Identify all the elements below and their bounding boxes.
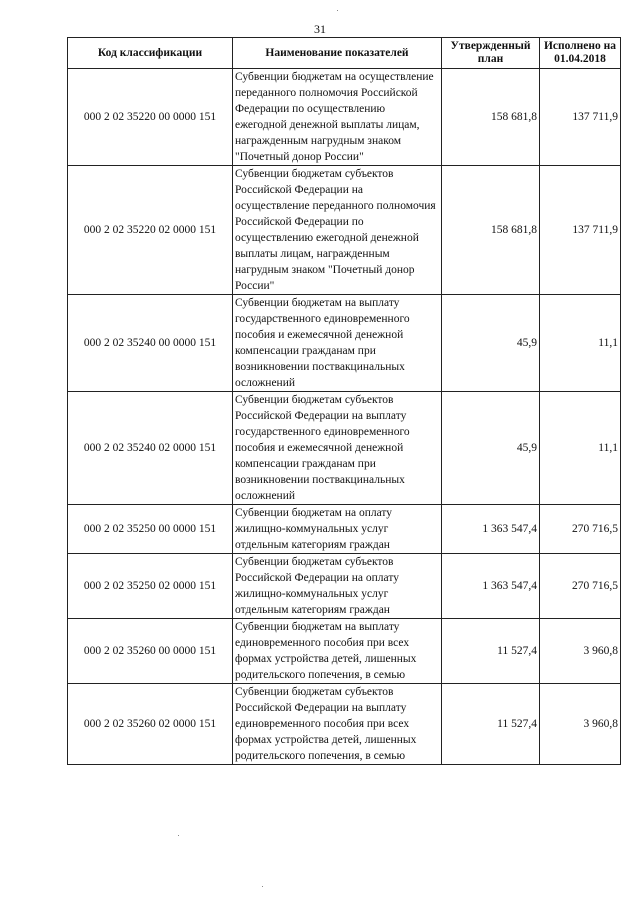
table-row [68, 166, 621, 295]
table-body [68, 69, 621, 765]
cell-name: Субвенции бюджетам субъектов Российской Федерации на оплату жилищно-коммунальных услуг отдельным категориям граждан [233, 554, 442, 619]
cell-code: 000 2 02 35240 02 0000 151 [68, 392, 233, 505]
header-approved: Утвержденный план [442, 38, 540, 69]
budget-table [67, 37, 621, 765]
cell-approved: 45,9 [442, 392, 540, 505]
cell-approved: 45,9 [442, 295, 540, 392]
cell-name: Субвенции бюджетам на выплату государственного единовременного пособия и ежемесячной денежной компенсации гражданам при возникновении поствакцинальных осложнений [233, 295, 442, 392]
cell-approved: 1 363 547,4 [442, 554, 540, 619]
header-executed: Исполнено на 01.04.2018 [540, 38, 621, 69]
cell-name: Субвенции бюджетам на осуществление переданного полномочия Российской Федерации по осуществлению ежегодной денежной выплаты лицам, награжденным нагрудным знаком "Почетный донор России" [233, 69, 442, 166]
cell-approved: 158 681,8 [442, 166, 540, 295]
cell-executed: 270 716,5 [540, 505, 621, 554]
header-name: Наименование показателей [233, 38, 442, 69]
table-row [68, 684, 621, 765]
header-row [68, 38, 621, 69]
cell-approved: 158 681,8 [442, 69, 540, 166]
cell-executed: 270 716,5 [540, 554, 621, 619]
cell-code: 000 2 02 35220 00 0000 151 [68, 69, 233, 166]
table-row [68, 392, 621, 505]
cell-name: Субвенции бюджетам на оплату жилищно-коммунальных услуг отдельным категориям граждан [233, 505, 442, 554]
cell-code: 000 2 02 35260 02 0000 151 [68, 684, 233, 765]
cell-approved: 11 527,4 [442, 684, 540, 765]
cell-executed: 137 711,9 [540, 69, 621, 166]
cell-code: 000 2 02 35250 00 0000 151 [68, 505, 233, 554]
cell-approved: 1 363 547,4 [442, 505, 540, 554]
cell-approved: 11 527,4 [442, 619, 540, 684]
scan-speck [262, 886, 263, 887]
cell-code: 000 2 02 35220 02 0000 151 [68, 166, 233, 295]
page-number: 31 [314, 22, 326, 36]
cell-executed: 11,1 [540, 392, 621, 505]
cell-name: Субвенции бюджетам на выплату единовременного пособия при всех формах устройства детей, лишенных родительского попечения, в семью [233, 619, 442, 684]
header-code: Код классификации [68, 38, 233, 69]
cell-executed: 3 960,8 [540, 619, 621, 684]
table-row [68, 295, 621, 392]
table-row [68, 619, 621, 684]
table-header [68, 38, 621, 69]
table-row [68, 505, 621, 554]
cell-code: 000 2 02 35250 02 0000 151 [68, 554, 233, 619]
cell-code: 000 2 02 35240 00 0000 151 [68, 295, 233, 392]
scan-speck [178, 835, 179, 836]
cell-name: Субвенции бюджетам субъектов Российской Федерации на выплату государственного единовременного пособия и ежемесячной денежной компенсации гражданам при возникновении поствакцинальных осложнений [233, 392, 442, 505]
table-row [68, 69, 621, 166]
cell-name: Субвенции бюджетам субъектов Российской Федерации на выплату единовременного пособия при всех формах устройства детей, лишенных родительского попечения, в семью [233, 684, 442, 765]
cell-executed: 137 711,9 [540, 166, 621, 295]
cell-code: 000 2 02 35260 00 0000 151 [68, 619, 233, 684]
cell-executed: 3 960,8 [540, 684, 621, 765]
scan-speck [337, 10, 338, 11]
cell-name: Субвенции бюджетам субъектов Российской Федерации на осуществление переданного полномочия Российской Федерации по осуществлению ежегодной денежной выплаты лицам, награжденным нагрудным знаком "Почетный донор России" [233, 166, 442, 295]
table-row [68, 554, 621, 619]
cell-executed: 11,1 [540, 295, 621, 392]
